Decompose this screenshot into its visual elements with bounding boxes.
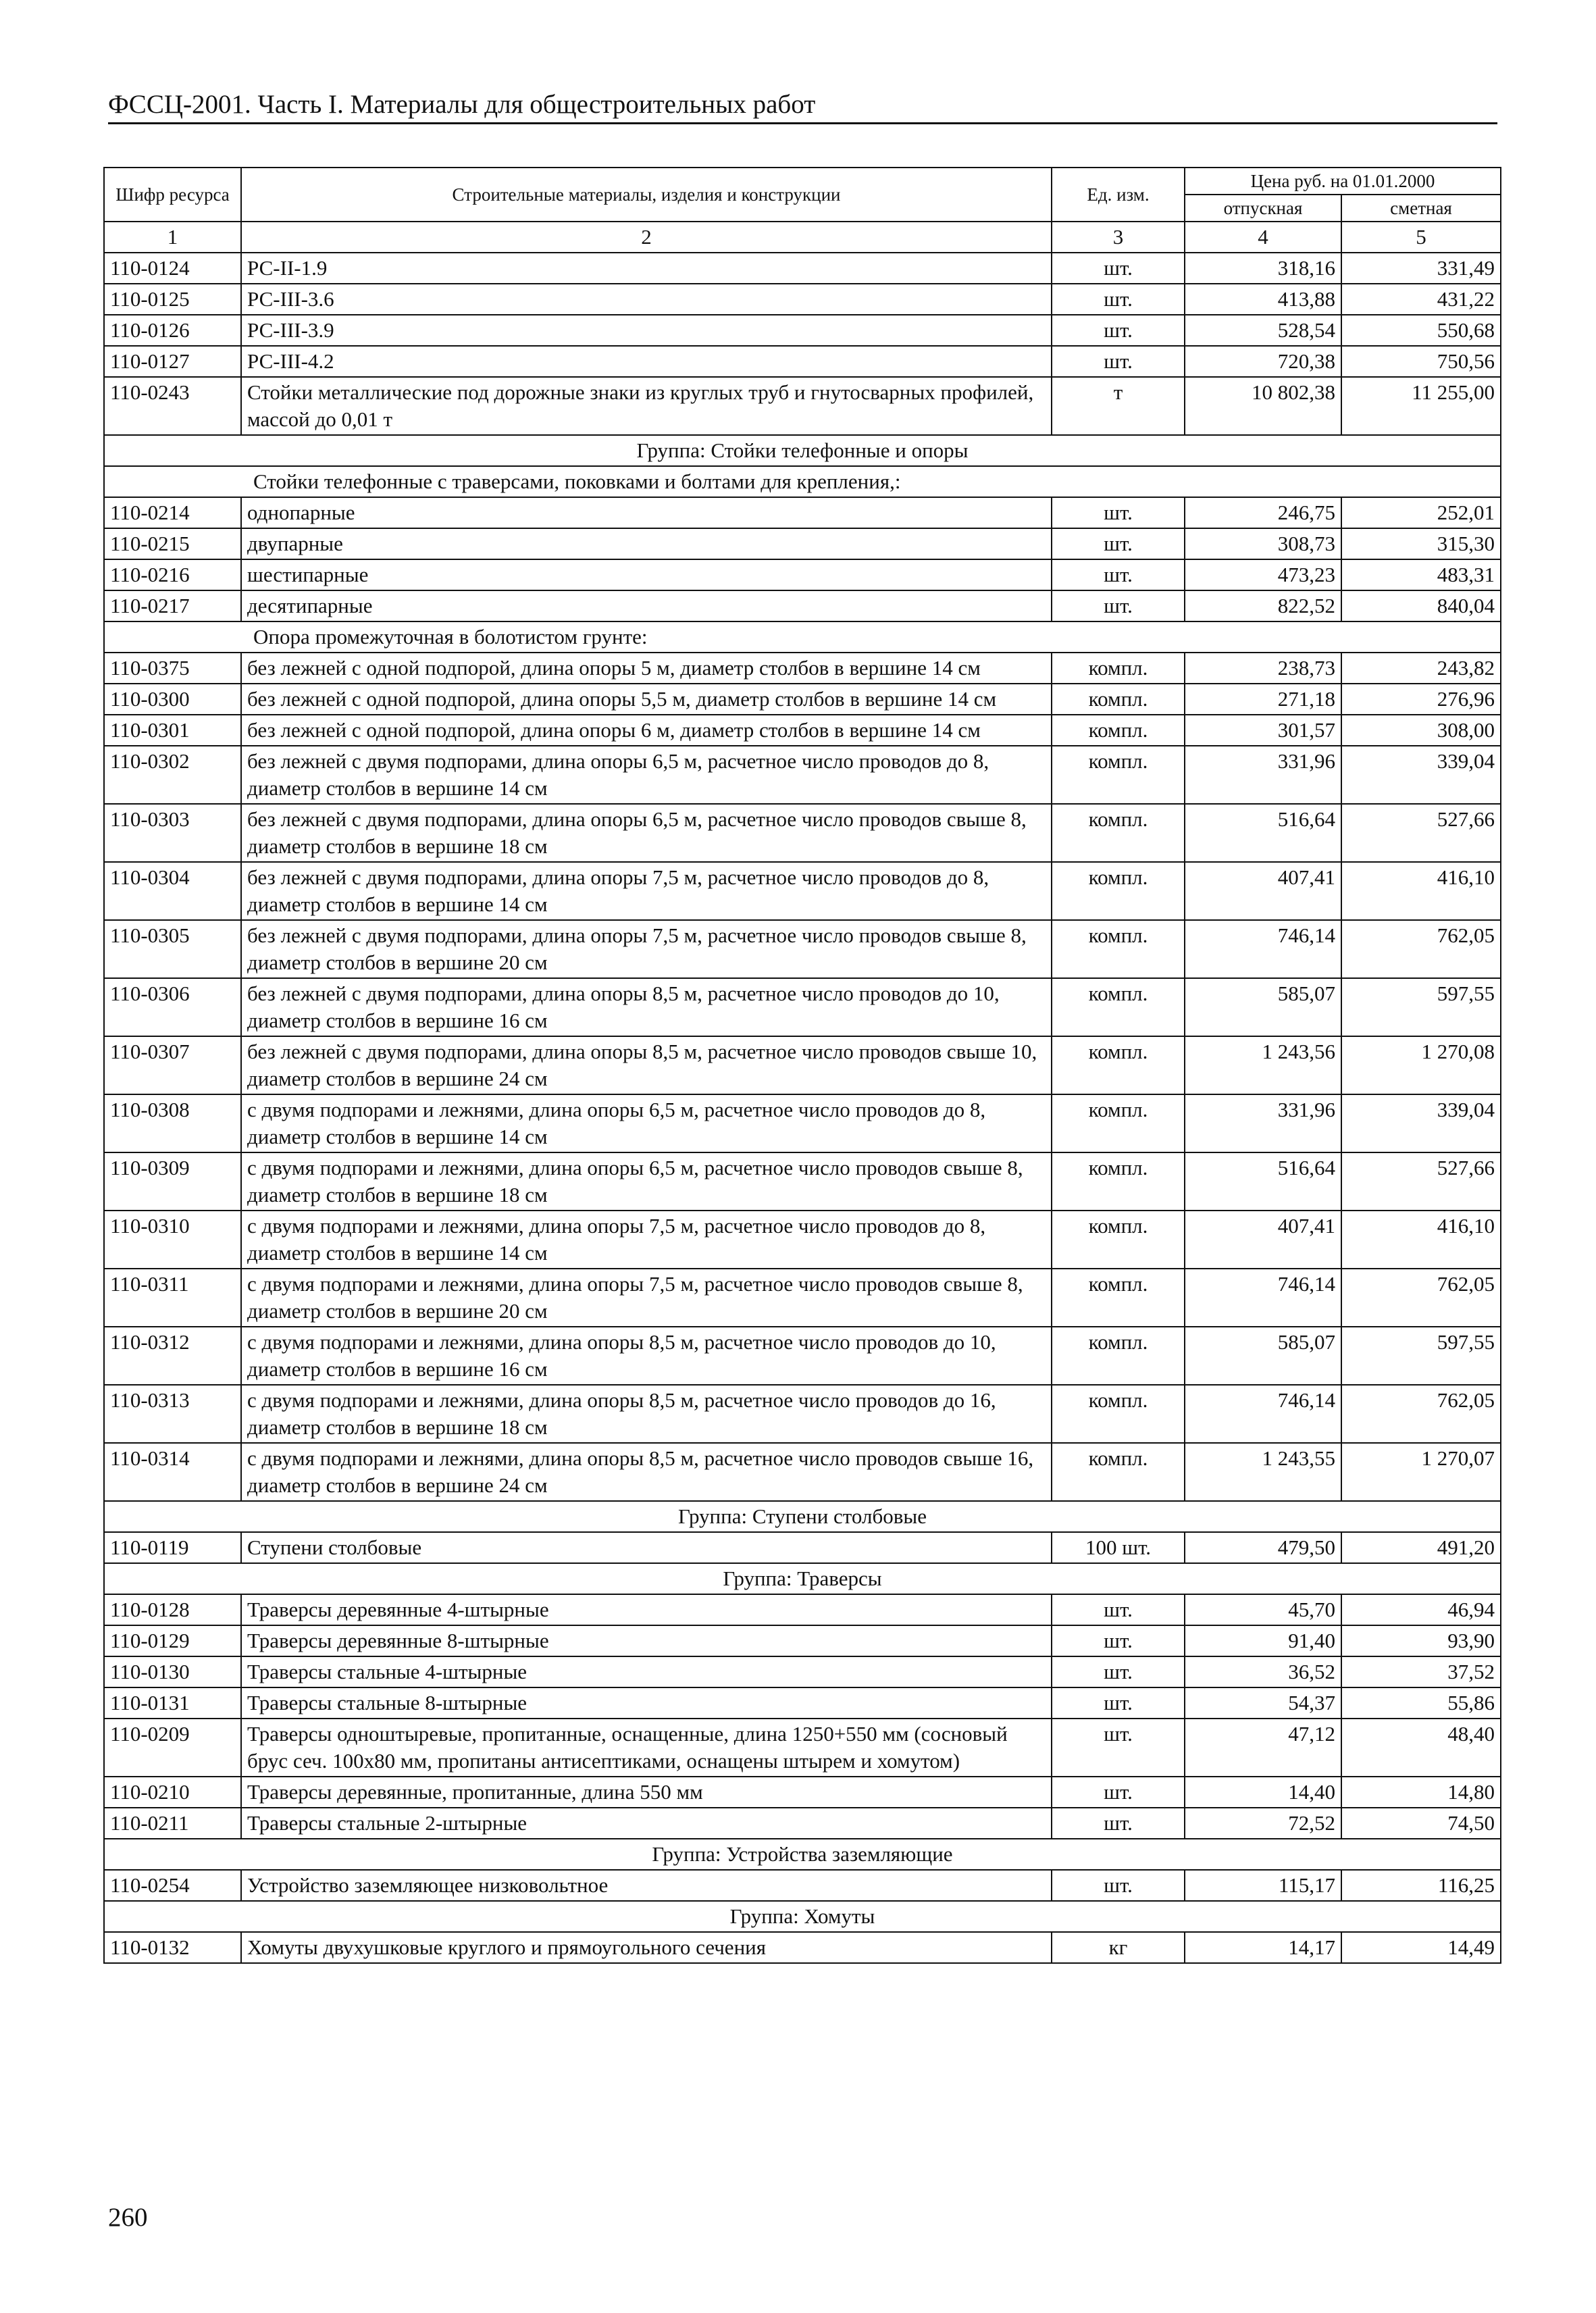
cell-name: без лежней с двумя подпорами, длина опоры 8,5 м, расчетное число проводов до 10, диаметр столбов в вершине 16 см [241,978,1052,1036]
cell-price-release: 36,52 [1185,1656,1341,1687]
group-header-row [104,1901,1501,1932]
cell-price-release: 407,41 [1185,1211,1341,1269]
cell-price-estimate: 37,52 [1341,1656,1501,1687]
group-header-row [104,1563,1501,1594]
cell-name: с двумя подпорами и лежнями, длина опоры 6,5 м, расчетное число проводов до 8, диаметр столбов в вершине 14 см [241,1094,1052,1152]
table-row [104,1594,1501,1625]
table-row [104,1687,1501,1719]
cell-price-release: 331,96 [1185,1094,1341,1152]
table-row [104,1625,1501,1656]
cell-code: 110-0217 [104,590,241,621]
cell-code: 110-0304 [104,862,241,920]
table-row [104,1777,1501,1808]
cell-code: 110-0129 [104,1625,241,1656]
cell-price-release: 45,70 [1185,1594,1341,1625]
cell-code: 110-0124 [104,253,241,284]
cell-unit: шт. [1052,1777,1185,1808]
cell-price-estimate: 11 255,00 [1341,377,1501,435]
cell-code: 110-0307 [104,1036,241,1094]
cell-price-estimate: 315,30 [1341,528,1501,559]
table-row [104,528,1501,559]
cell-name: РС-II-1.9 [241,253,1052,284]
cell-code: 110-0214 [104,497,241,528]
table-row [104,1385,1501,1443]
cell-unit: 100 шт. [1052,1532,1185,1563]
group-title: Группа: Траверсы [104,1563,1501,1594]
table-row [104,1036,1501,1094]
cell-code: 110-0254 [104,1870,241,1901]
cell-price-estimate: 48,40 [1341,1719,1501,1777]
cell-unit: компл. [1052,978,1185,1036]
cell-price-release: 318,16 [1185,253,1341,284]
cell-price-release: 246,75 [1185,497,1341,528]
table-row [104,1327,1501,1385]
cell-unit: шт. [1052,1719,1185,1777]
cell-price-estimate: 431,22 [1341,284,1501,315]
cell-unit: шт. [1052,253,1185,284]
table-row [104,1808,1501,1839]
cell-name: с двумя подпорами и лежнями, длина опоры 8,5 м, расчетное число проводов до 10, диаметр столбов в вершине 16 см [241,1327,1052,1385]
cell-price-release: 308,73 [1185,528,1341,559]
price-table [103,167,1501,1964]
group-title: Группа: Устройства заземляющие [104,1839,1501,1870]
cell-price-estimate: 840,04 [1341,590,1501,621]
cell-name: с двумя подпорами и лежнями, длина опоры 8,5 м, расчетное число проводов свыше 16, диаметр столбов в вершине 24 см [241,1443,1052,1501]
group-header-row [104,435,1501,466]
cell-name: РС-III-3.6 [241,284,1052,315]
cell-name: без лежней с одной подпорой, длина опоры 6 м, диаметр столбов в вершине 14 см [241,715,1052,746]
cell-code: 110-0314 [104,1443,241,1501]
cell-price-estimate: 339,04 [1341,746,1501,804]
cell-name: РС-III-3.9 [241,315,1052,346]
col-unit-header: Ед. изм. [1052,168,1185,222]
cell-price-estimate: 55,86 [1341,1687,1501,1719]
cell-name: без лежней с одной подпорой, длина опоры 5,5 м, диаметр столбов в вершине 14 см [241,684,1052,715]
cell-code: 110-0312 [104,1327,241,1385]
table-row [104,920,1501,978]
table-row [104,653,1501,684]
cell-price-release: 72,52 [1185,1808,1341,1839]
cell-price-estimate: 1 270,07 [1341,1443,1501,1501]
cell-unit: шт. [1052,1656,1185,1687]
subgroup-row [104,466,1501,497]
table-row [104,497,1501,528]
col-price-release-header: отпускная [1185,195,1341,222]
cell-price-release: 746,14 [1185,920,1341,978]
cell-price-release: 528,54 [1185,315,1341,346]
cell-price-estimate: 116,25 [1341,1870,1501,1901]
cell-code: 110-0310 [104,1211,241,1269]
cell-unit: компл. [1052,715,1185,746]
cell-code: 110-0301 [104,715,241,746]
cell-name: шестипарные [241,559,1052,590]
cell-unit: т [1052,377,1185,435]
cell-price-release: 585,07 [1185,978,1341,1036]
cell-unit: компл. [1052,1385,1185,1443]
cell-name: двупарные [241,528,1052,559]
cell-name: Стойки металлические под дорожные знаки из круглых труб и гнутосварных профилей, массой до 0,01 т [241,377,1052,435]
col-name-header: Строительные материалы, изделия и конструкции [241,168,1052,222]
cell-price-release: 585,07 [1185,1327,1341,1385]
cell-unit: шт. [1052,1870,1185,1901]
cell-unit: компл. [1052,804,1185,862]
cell-unit: шт. [1052,528,1185,559]
cell-unit: компл. [1052,1152,1185,1211]
col-price-header: Цена руб. на 01.01.2000 [1185,168,1501,195]
cell-price-release: 10 802,38 [1185,377,1341,435]
cell-name: с двумя подпорами и лежнями, длина опоры 8,5 м, расчетное число проводов до 16, диаметр столбов в вершине 18 см [241,1385,1052,1443]
cell-code: 110-0308 [104,1094,241,1152]
table-row [104,1094,1501,1152]
cell-price-estimate: 597,55 [1341,978,1501,1036]
table-row [104,346,1501,377]
cell-price-release: 407,41 [1185,862,1341,920]
col-number: 4 [1185,222,1341,253]
cell-unit: компл. [1052,1036,1185,1094]
cell-price-estimate: 14,80 [1341,1777,1501,1808]
cell-price-estimate: 14,49 [1341,1932,1501,1963]
table-row [104,590,1501,621]
cell-name: однопарные [241,497,1052,528]
cell-price-release: 1 243,55 [1185,1443,1341,1501]
page-header: ФССЦ-2001. Часть I. Материалы для общестроительных работ [108,89,1497,124]
cell-code: 110-0303 [104,804,241,862]
cell-price-release: 271,18 [1185,684,1341,715]
cell-price-estimate: 308,00 [1341,715,1501,746]
table-body [104,253,1501,1963]
cell-name: без лежней с двумя подпорами, длина опоры 6,5 м, расчетное число проводов свыше 8, диаметр столбов в вершине 18 см [241,804,1052,862]
cell-name: без лежней с двумя подпорами, длина опоры 6,5 м, расчетное число проводов до 8, диаметр столбов в вершине 14 см [241,746,1052,804]
table-row [104,559,1501,590]
col-number: 1 [104,222,241,253]
cell-name: без лежней с двумя подпорами, длина опоры 7,5 м, расчетное число проводов свыше 8, диаметр столбов в вершине 20 см [241,920,1052,978]
cell-unit: компл. [1052,920,1185,978]
table-row [104,1870,1501,1901]
cell-price-estimate: 46,94 [1341,1594,1501,1625]
cell-price-estimate: 762,05 [1341,920,1501,978]
cell-code: 110-0215 [104,528,241,559]
cell-unit: компл. [1052,1443,1185,1501]
cell-price-estimate: 339,04 [1341,1094,1501,1152]
cell-code: 110-0128 [104,1594,241,1625]
cell-code: 110-0210 [104,1777,241,1808]
table-row [104,1211,1501,1269]
col-number: 3 [1052,222,1185,253]
cell-code: 110-0131 [104,1687,241,1719]
cell-price-release: 301,57 [1185,715,1341,746]
cell-name: Устройство заземляющее низковольтное [241,1870,1052,1901]
cell-name: десятипарные [241,590,1052,621]
cell-name: Траверсы стальные 2-штырные [241,1808,1052,1839]
cell-price-release: 238,73 [1185,653,1341,684]
cell-code: 110-0375 [104,653,241,684]
group-title: Группа: Стойки телефонные и опоры [104,435,1501,466]
cell-code: 110-0243 [104,377,241,435]
col-price-estimate-header: сметная [1341,195,1501,222]
table-row [104,804,1501,862]
cell-unit: шт. [1052,590,1185,621]
table-row [104,253,1501,284]
cell-price-estimate: 527,66 [1341,1152,1501,1211]
cell-code: 110-0119 [104,1532,241,1563]
cell-unit: компл. [1052,684,1185,715]
cell-price-release: 1 243,56 [1185,1036,1341,1094]
cell-code: 110-0127 [104,346,241,377]
cell-code: 110-0305 [104,920,241,978]
cell-name: Траверсы деревянные, пропитанные, длина 550 мм [241,1777,1052,1808]
cell-name: с двумя подпорами и лежнями, длина опоры 7,5 м, расчетное число проводов до 8, диаметр столбов в вершине 14 см [241,1211,1052,1269]
cell-code: 110-0302 [104,746,241,804]
cell-price-estimate: 483,31 [1341,559,1501,590]
subgroup-title: Опора промежуточная в болотистом грунте: [104,621,1501,653]
table-row [104,1719,1501,1777]
cell-name: РС-III-4.2 [241,346,1052,377]
cell-price-release: 516,64 [1185,804,1341,862]
table-row [104,1152,1501,1211]
col-number: 5 [1341,222,1501,253]
cell-price-estimate: 416,10 [1341,1211,1501,1269]
cell-name: без лежней с двумя подпорами, длина опоры 8,5 м, расчетное число проводов свыше 10, диаметр столбов в вершине 24 см [241,1036,1052,1094]
cell-code: 110-0313 [104,1385,241,1443]
table-row [104,1443,1501,1501]
cell-unit: компл. [1052,1327,1185,1385]
group-title: Группа: Хомуты [104,1901,1501,1932]
cell-price-estimate: 762,05 [1341,1269,1501,1327]
cell-price-release: 473,23 [1185,559,1341,590]
table-row [104,284,1501,315]
cell-price-estimate: 93,90 [1341,1625,1501,1656]
cell-unit: кг [1052,1932,1185,1963]
cell-price-release: 516,64 [1185,1152,1341,1211]
group-header-row [104,1839,1501,1870]
group-header-row [104,1501,1501,1532]
col-number: 2 [241,222,1052,253]
cell-name: Хомуты двухушковые круглого и прямоугольного сечения [241,1932,1052,1963]
cell-price-release: 479,50 [1185,1532,1341,1563]
cell-name: Траверсы стальные 8-штырные [241,1687,1052,1719]
cell-name: Траверсы стальные 4-штырные [241,1656,1052,1687]
cell-price-release: 746,14 [1185,1385,1341,1443]
cell-name: Ступени столбовые [241,1532,1052,1563]
cell-price-estimate: 243,82 [1341,653,1501,684]
cell-price-estimate: 762,05 [1341,1385,1501,1443]
cell-code: 110-0306 [104,978,241,1036]
cell-price-estimate: 276,96 [1341,684,1501,715]
cell-price-estimate: 74,50 [1341,1808,1501,1839]
cell-code: 110-0130 [104,1656,241,1687]
cell-unit: шт. [1052,1594,1185,1625]
table-row [104,715,1501,746]
cell-code: 110-0300 [104,684,241,715]
cell-price-release: 720,38 [1185,346,1341,377]
cell-price-release: 91,40 [1185,1625,1341,1656]
cell-price-estimate: 416,10 [1341,862,1501,920]
table-row [104,1532,1501,1563]
page-number: 260 [108,2203,148,2232]
table-row [104,315,1501,346]
cell-unit: компл. [1052,746,1185,804]
cell-unit: компл. [1052,653,1185,684]
cell-code: 110-0311 [104,1269,241,1327]
cell-unit: шт. [1052,559,1185,590]
cell-unit: шт. [1052,497,1185,528]
table-row [104,862,1501,920]
cell-price-estimate: 252,01 [1341,497,1501,528]
cell-unit: компл. [1052,1211,1185,1269]
col-code-header: Шифр ресурса [104,168,241,222]
cell-name: Траверсы одноштыревые, пропитанные, оснащенные, длина 1250+550 мм (сосновый брус сеч. 100х80 мм, пропитаны антисептиками, оснащены штырем и хомутом) [241,1719,1052,1777]
cell-unit: шт. [1052,346,1185,377]
cell-code: 110-0309 [104,1152,241,1211]
cell-unit: компл. [1052,1094,1185,1152]
cell-unit: компл. [1052,1269,1185,1327]
cell-price-release: 47,12 [1185,1719,1341,1777]
cell-code: 110-0216 [104,559,241,590]
cell-price-estimate: 527,66 [1341,804,1501,862]
cell-price-release: 822,52 [1185,590,1341,621]
cell-unit: компл. [1052,862,1185,920]
cell-unit: шт. [1052,284,1185,315]
group-title: Группа: Ступени столбовые [104,1501,1501,1532]
cell-price-release: 413,88 [1185,284,1341,315]
cell-name: Траверсы деревянные 8-штырные [241,1625,1052,1656]
cell-code: 110-0132 [104,1932,241,1963]
cell-price-estimate: 550,68 [1341,315,1501,346]
cell-price-release: 115,17 [1185,1870,1341,1901]
cell-unit: шт. [1052,1808,1185,1839]
table-row [104,746,1501,804]
cell-name: с двумя подпорами и лежнями, длина опоры 6,5 м, расчетное число проводов свыше 8, диаметр столбов в вершине 18 см [241,1152,1052,1211]
cell-price-estimate: 750,56 [1341,346,1501,377]
cell-price-estimate: 597,55 [1341,1327,1501,1385]
cell-price-release: 746,14 [1185,1269,1341,1327]
cell-price-estimate: 1 270,08 [1341,1036,1501,1094]
cell-code: 110-0209 [104,1719,241,1777]
cell-name: Траверсы деревянные 4-штырные [241,1594,1052,1625]
cell-price-release: 54,37 [1185,1687,1341,1719]
cell-unit: шт. [1052,1625,1185,1656]
cell-unit: шт. [1052,1687,1185,1719]
cell-name: без лежней с одной подпорой, длина опоры 5 м, диаметр столбов в вершине 14 см [241,653,1052,684]
subgroup-title: Стойки телефонные с траверсами, поковками и болтами для крепления,: [104,466,1501,497]
cell-price-release: 14,40 [1185,1777,1341,1808]
table-row [104,1269,1501,1327]
table-row [104,1656,1501,1687]
cell-name: без лежней с двумя подпорами, длина опоры 7,5 м, расчетное число проводов до 8, диаметр столбов в вершине 14 см [241,862,1052,920]
cell-code: 110-0211 [104,1808,241,1839]
cell-price-estimate: 491,20 [1341,1532,1501,1563]
cell-price-release: 331,96 [1185,746,1341,804]
table-row [104,978,1501,1036]
cell-code: 110-0126 [104,315,241,346]
cell-price-estimate: 331,49 [1341,253,1501,284]
cell-name: с двумя подпорами и лежнями, длина опоры 7,5 м, расчетное число проводов свыше 8, диаметр столбов в вершине 20 см [241,1269,1052,1327]
table-row [104,377,1501,435]
cell-unit: шт. [1052,315,1185,346]
table-row [104,1932,1501,1963]
table-row [104,684,1501,715]
subgroup-row [104,621,1501,653]
cell-code: 110-0125 [104,284,241,315]
cell-price-release: 14,17 [1185,1932,1341,1963]
